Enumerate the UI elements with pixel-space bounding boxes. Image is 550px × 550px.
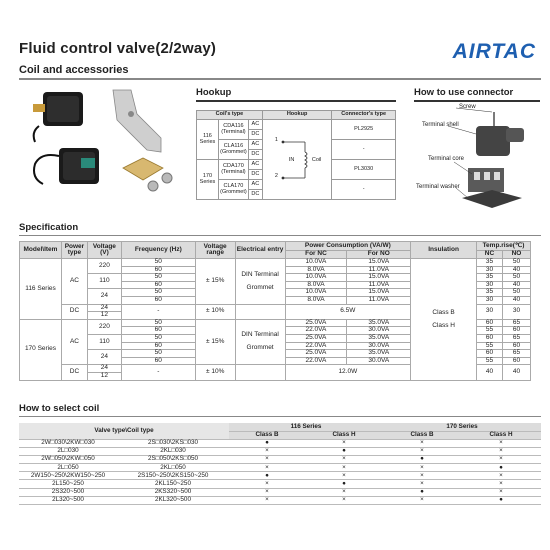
select-col-class-b: Class B <box>383 431 461 439</box>
select-mark: ● <box>383 488 461 496</box>
spec-col-for-nc: For NC <box>285 251 347 259</box>
coil-product-image <box>19 86 191 206</box>
spec-nc: 8.0VA <box>285 266 347 274</box>
select-mark: × <box>383 447 461 455</box>
spec-temp-no: 40 <box>502 296 530 304</box>
select-mark: ● <box>305 447 383 455</box>
hookup-connector: - <box>332 180 396 200</box>
spec-voltage: 12 <box>87 312 121 320</box>
select-mark: ● <box>229 439 305 447</box>
select-mark: × <box>229 480 305 488</box>
spec-class-b: Class B <box>432 308 455 316</box>
hookup-table <box>196 110 396 200</box>
spec-frequency: 50 <box>121 289 195 297</box>
spec-temp-no: 40 <box>502 281 530 289</box>
select-valve-a: 2L320~500 <box>19 496 117 504</box>
spec-temp-no: 65 <box>502 350 530 358</box>
select-mark: × <box>305 464 383 472</box>
spec-temp-no: 60 <box>502 342 530 350</box>
select-valve-a: 2L150~250 <box>19 480 117 488</box>
spec-no: 11.0VA <box>347 266 411 274</box>
spec-temp-nc: 30 <box>477 266 503 274</box>
spec-nc: 22.0VA <box>285 357 347 365</box>
spec-col-for-no: For NO <box>347 251 411 259</box>
spec-power-dc: DC <box>61 365 87 380</box>
select-table <box>19 423 541 505</box>
spec-voltage: 24 <box>87 289 121 304</box>
spec-nc: 22.0VA <box>285 327 347 335</box>
spec-range-ac: ± 15% <box>195 319 235 365</box>
spec-temp-no: 40 <box>502 266 530 274</box>
select-valve-b: 2S□050\2KS□050 <box>117 455 229 463</box>
spec-voltage: 24 <box>87 350 121 365</box>
spec-col-entry: Electrical entry <box>235 242 285 259</box>
spec-temp-nc: 60 <box>477 350 503 358</box>
spec-temp-no: 30 <box>502 304 530 319</box>
hookup-dc: DC <box>248 170 262 180</box>
select-valve-a: 2W□050\2KW□050 <box>19 455 117 463</box>
spec-temp-no: 60 <box>502 357 530 365</box>
col-coil-type: Coil's type <box>197 111 263 120</box>
select-col-116: 116 Series <box>229 423 383 431</box>
select-valve-a: 2L□050 <box>19 464 117 472</box>
spec-insulation <box>411 259 477 381</box>
select-mark: × <box>461 447 541 455</box>
section-title-coil: Coil and accessories <box>19 64 129 76</box>
spec-power-dc: DC <box>61 304 87 319</box>
hookup-underline <box>196 100 396 102</box>
spec-range-dc: ± 10% <box>195 304 235 319</box>
select-mark: ● <box>461 464 541 472</box>
spec-table <box>19 241 531 381</box>
select-mark: × <box>229 447 305 455</box>
select-valve-a: 2W□030\2KW□030 <box>19 439 117 447</box>
hookup-wiring-diagram <box>263 120 333 200</box>
select-mark: × <box>229 464 305 472</box>
spec-temp-nc: 55 <box>477 342 503 350</box>
spec-col-voltage-range: Voltage range <box>195 242 235 259</box>
table-row <box>19 480 541 488</box>
pin-1: 1 <box>274 137 278 143</box>
select-valve-b: 2KL150~250 <box>117 480 229 488</box>
spec-nc: 22.0VA <box>285 342 347 350</box>
select-valve-a: 2L□030 <box>19 447 117 455</box>
table-row <box>19 455 541 463</box>
select-valve-b: 2KL□050 <box>117 464 229 472</box>
spec-frequency-dc: - <box>121 304 195 319</box>
spec-voltage: 24 <box>87 304 121 312</box>
spec-frequency: 60 <box>121 342 195 350</box>
spec-temp-no: 50 <box>502 274 530 282</box>
select-mark: × <box>305 496 383 504</box>
spec-col-no: NO <box>502 251 530 259</box>
connector-heading: How to use connector <box>414 87 514 98</box>
hookup-series-170: 170 Series <box>197 160 219 200</box>
select-col-class-b: Class B <box>229 431 305 439</box>
select-mark: ● <box>383 455 461 463</box>
hookup-coil: CLA170 (Grommet) <box>218 180 248 200</box>
label-screw: Screw <box>459 104 476 110</box>
spec-model-170: 170 Series <box>20 319 62 380</box>
spec-din-terminal: DIN Terminal <box>241 270 279 278</box>
select-col-type: Valve type\Coil type <box>19 423 229 439</box>
spec-temp-no: 50 <box>502 289 530 297</box>
spec-frequency: 60 <box>121 327 195 335</box>
select-mark: × <box>461 480 541 488</box>
hookup-coil: CDA170 (Terminal) <box>218 160 248 180</box>
spec-no: 35.0VA <box>347 319 411 327</box>
spec-no: 30.0VA <box>347 357 411 365</box>
spec-grommet: Grommet <box>246 344 274 352</box>
spec-power-ac: AC <box>61 259 87 305</box>
spec-temp-no: 65 <box>502 334 530 342</box>
spec-temp-nc: 30 <box>477 296 503 304</box>
select-mark: × <box>461 472 541 480</box>
spec-frequency: 50 <box>121 274 195 282</box>
spec-temp-nc: 30 <box>477 281 503 289</box>
in-label: IN <box>288 157 295 163</box>
spec-nc: 25.0VA <box>285 334 347 342</box>
select-col-class-h: Class H <box>305 431 383 439</box>
spec-no: 15.0VA <box>347 259 411 267</box>
spec-no: 35.0VA <box>347 334 411 342</box>
hookup-connector: - <box>332 140 396 160</box>
spec-power-ac: AC <box>61 319 87 365</box>
spec-nc: 10.0VA <box>285 289 347 297</box>
hookup-coil: CDA116 (Terminal) <box>218 120 248 140</box>
select-mark: × <box>305 488 383 496</box>
spec-range-ac: ± 15% <box>195 259 235 305</box>
hookup-diagram <box>262 120 331 200</box>
select-mark: × <box>383 464 461 472</box>
spec-nc: 10.0VA <box>285 259 347 267</box>
spec-temp-nc: 35 <box>477 289 503 297</box>
select-mark: × <box>229 455 305 463</box>
spec-col-temp-rise: Temp.rise(℃) <box>477 242 531 251</box>
select-mark: ● <box>461 496 541 504</box>
hookup-series-116: 116 Series <box>197 120 219 160</box>
spec-voltage: 110 <box>87 334 121 349</box>
select-mark: × <box>461 455 541 463</box>
col-connector: Connector's type <box>332 111 396 120</box>
spec-frequency: 60 <box>121 266 195 274</box>
pin-2: 2 <box>274 173 278 179</box>
select-valve-a: 2S320~500 <box>19 488 117 496</box>
spec-no: 15.0VA <box>347 289 411 297</box>
coil-label: Coil <box>311 157 322 163</box>
spec-no: 15.0VA <box>347 274 411 282</box>
select-mark: ● <box>305 480 383 488</box>
select-mark: ● <box>229 472 305 480</box>
spec-frequency: 50 <box>121 350 195 358</box>
spec-voltage: 24 <box>87 365 121 373</box>
spec-model-116: 116 Series <box>20 259 62 320</box>
select-mark: × <box>305 439 383 447</box>
spec-frequency: 60 <box>121 281 195 289</box>
spec-nc: 8.0VA <box>285 281 347 289</box>
spec-voltage: 220 <box>87 319 121 334</box>
spec-entry-dc <box>235 304 285 319</box>
select-valve-b: 2KL□030 <box>117 447 229 455</box>
spec-frequency: 60 <box>121 357 195 365</box>
spec-heading: Specification <box>19 222 79 233</box>
select-mark: × <box>383 496 461 504</box>
select-col-170: 170 Series <box>383 423 541 431</box>
spec-frequency: 50 <box>121 319 195 327</box>
spec-col-model: Model\Item <box>20 242 62 259</box>
select-mark: × <box>461 488 541 496</box>
select-divider <box>19 416 541 417</box>
spec-voltage: 220 <box>87 259 121 274</box>
hookup-dc: DC <box>248 190 262 200</box>
label-terminal-core: Terminal core <box>428 156 465 162</box>
spec-nc: 25.0VA <box>285 350 347 358</box>
label-terminal-shell: Terminal shell <box>422 122 459 128</box>
spec-col-insulation: Insulation <box>411 242 477 259</box>
select-heading: How to select coil <box>19 403 100 414</box>
spec-range-dc: ± 10% <box>195 365 235 380</box>
spec-no: 30.0VA <box>347 342 411 350</box>
spec-temp-no: 65 <box>502 319 530 327</box>
select-valve-b: 2S150~250\2KS150~250 <box>117 472 229 480</box>
hookup-ac: AC <box>248 160 262 170</box>
spec-temp-nc: 60 <box>477 334 503 342</box>
spec-temp-nc: 55 <box>477 327 503 335</box>
spec-no: 35.0VA <box>347 350 411 358</box>
table-row <box>19 447 541 455</box>
hookup-ac: AC <box>248 120 262 130</box>
spec-entry-116 <box>235 259 285 305</box>
spec-frequency: 50 <box>121 334 195 342</box>
hookup-coil: CLA116 (Grommet) <box>218 140 248 160</box>
select-valve-b: 2KL320~500 <box>117 496 229 504</box>
spec-dc-power: 6.5W <box>285 304 411 319</box>
spec-nc: 25.0VA <box>285 319 347 327</box>
spec-temp-nc: 30 <box>477 304 503 319</box>
table-row <box>19 439 541 447</box>
table-row <box>19 488 541 496</box>
spec-din-terminal: DIN Terminal <box>241 331 279 339</box>
spec-voltage: 110 <box>87 274 121 289</box>
connector-underline <box>414 100 540 102</box>
page-title: Fluid control valve(2/2way) <box>19 40 217 57</box>
select-mark: × <box>383 472 461 480</box>
spec-temp-no: 60 <box>502 327 530 335</box>
select-mark: × <box>229 496 305 504</box>
spec-entry-dc <box>235 365 285 380</box>
spec-frequency: 60 <box>121 296 195 304</box>
hookup-dc: DC <box>248 130 262 140</box>
spec-temp-nc: 40 <box>477 365 503 380</box>
select-mark: × <box>305 472 383 480</box>
spec-grommet: Grommet <box>246 283 274 291</box>
select-mark: × <box>383 480 461 488</box>
spec-frequency-dc: - <box>121 365 195 380</box>
spec-voltage: 12 <box>87 372 121 380</box>
spec-col-frequency: Frequency (Hz) <box>121 242 195 259</box>
spec-nc: 8.0VA <box>285 296 347 304</box>
spec-temp-nc: 35 <box>477 274 503 282</box>
spec-col-nc: NC <box>477 251 503 259</box>
hookup-ac: AC <box>248 180 262 190</box>
select-col-class-h: Class H <box>461 431 541 439</box>
select-mark: × <box>305 455 383 463</box>
spec-col-voltage: Voltage (V) <box>87 242 121 259</box>
hookup-heading: Hookup <box>196 87 232 98</box>
spec-temp-nc: 55 <box>477 357 503 365</box>
spec-temp-no: 40 <box>502 365 530 380</box>
table-row <box>19 464 541 472</box>
select-mark: × <box>461 439 541 447</box>
spec-dc-power: 12.0W <box>285 365 411 380</box>
select-mark: × <box>383 439 461 447</box>
select-mark: × <box>229 488 305 496</box>
table-row <box>19 496 541 504</box>
header-divider <box>19 78 541 80</box>
spec-col-power-consumption: Power Consumption (VA/W) <box>285 242 411 251</box>
col-hookup: Hookup <box>262 111 331 120</box>
spec-no: 11.0VA <box>347 281 411 289</box>
label-terminal-washer: Terminal washer <box>416 184 460 190</box>
spec-nc: 10.0VA <box>285 274 347 282</box>
select-valve-b: 2KS320~500 <box>117 488 229 496</box>
hookup-ac: AC <box>248 140 262 150</box>
select-valve-b: 2S□030\2KS□030 <box>117 439 229 447</box>
spec-temp-nc: 60 <box>477 319 503 327</box>
spec-divider <box>19 235 541 236</box>
spec-no: 30.0VA <box>347 327 411 335</box>
spec-col-power-type: Power type <box>61 242 87 259</box>
spec-temp-no: 50 <box>502 259 530 267</box>
spec-temp-nc: 35 <box>477 259 503 267</box>
spec-class-h: Class H <box>432 321 455 329</box>
select-valve-a: 2W150~250\2KW150~250 <box>19 472 117 480</box>
brand-logo: AIRTAC <box>452 40 536 63</box>
hookup-connector: PL3030 <box>332 160 396 180</box>
spec-no: 11.0VA <box>347 296 411 304</box>
hookup-dc: DC <box>248 150 262 160</box>
table-row <box>19 472 541 480</box>
spec-entry-170 <box>235 319 285 365</box>
hookup-connector: PL2925 <box>332 120 396 140</box>
spec-frequency: 50 <box>121 259 195 267</box>
